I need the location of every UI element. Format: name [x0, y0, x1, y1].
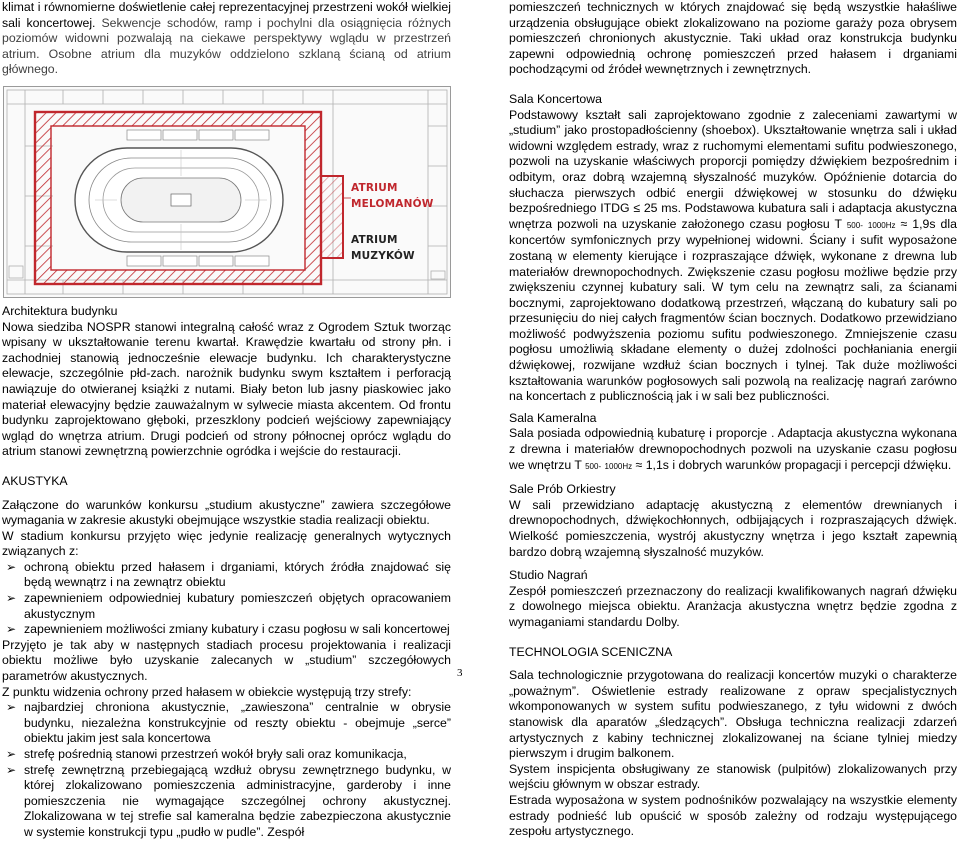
list-item-text: ochroną obiektu przed hałasem i drganiami, których źródła znajdować się będą wewnątrz i na zewnątrz obiektu: [24, 559, 451, 590]
bullet-icon: ➢: [6, 700, 17, 715]
list-item-text: najbardziej chroniona akustycznie, „zawieszona” centralnie w obrysie budynku, niezależna konstrukcyjnie od reszty obiektu - obejmuje „serce” obiektu jakim jest sala koncertowa: [24, 700, 451, 746]
atrium-muzycy-label: ATRIUM MUZYKÓW: [351, 233, 415, 262]
list-item: [2, 622, 451, 638]
list-item: [2, 560, 451, 591]
architecture-heading: Architektura budynku: [2, 303, 118, 318]
concert-hall-paragraph: [509, 108, 957, 405]
list-item: [2, 763, 451, 841]
page-number: 3: [457, 667, 463, 679]
stage-tech-paragraph: Sala technologicznie przygotowana do realizacji koncertów muzyki o charakterze „poważnym”. Oświetlenie estrady realizowane z opraw specjalistycznych wkomponowanych w system sufitu podwieszanego, z tyłu widowni z dwóch stanowisk dla aparatów „śledzących”. Obsługa technicznа realizacji zdarzeń artystycznych z kabiny technicznej zlokalizowanej na ściane tylniej miedzy pierwszym i drugim balkonem.: [509, 668, 957, 761]
bullet-icon: ➢: [6, 747, 17, 761]
list-item-text: zapewnieniem odpowiedniej kubatury pomieszczeń objętych opracowaniem akustycznym: [24, 591, 451, 621]
bullet-icon: ➢: [6, 622, 17, 637]
intro-paragraph: [2, 0, 451, 78]
bullet-icon: ➢: [6, 591, 17, 606]
bullet-icon: ➢: [6, 559, 17, 574]
left-column: [2, 0, 451, 841]
intro-atrium-text: Sekwencje schodów, ramp i pochylni dla osiągnięcia różnych poziomów widowni pozwalają na ciekawe perspektywy wglądu w przestrzeń atrium. Osobne atrium dla muzyków oddzielono szklaną ścianą od atrium głównego.: [2, 15, 452, 77]
stage-tech-paragraph: Estrada wyposażona w system podnośników pozwalający na wszystkie elementy estrady podnieść lub opuścić w sposób zależny od rodzaju występującego zespołu artystycznego.: [509, 792, 957, 839]
stage-tech-heading: TECHNOLOGIA SCENICZNA: [509, 644, 673, 659]
rehearsal-paragraph: W sali przewidziano adaptację akustyczną z elementów drewnianych i drewnopochodnych, dźwiękochłonnych, odbijających i rozpraszających dźwięk. Wielkość pomieszczenia, wystrój akustyczny wnętrza i jego kształt zapewnią bardzo dobrą wzajemną słyszalność muzyków.: [509, 497, 957, 559]
bullet-icon: ➢: [6, 762, 17, 777]
stage-tech-paragraph: System inspicjenta obsługiwany ze stanowisk (pulpitów) zlokalizowanych przy wejściu głównym w obszar estrady.: [509, 761, 957, 792]
guidelines-intro: W stadium konkursu przyjęto więc jedynie realizację generalnych wytycznych związanych z:: [2, 528, 451, 559]
acoustics-intro: Załączone do warunków konkursu „studium akustyczne” zawiera szczegółowe wymagania w zakresie akustyki obejmujące wszystkie stadia realizacji obiektu.: [2, 497, 451, 528]
acoustics-heading: AKUSTYKA: [2, 473, 68, 488]
concert-hall-subscript: 1000Hz: [867, 220, 896, 230]
list-item: [2, 747, 451, 763]
concert-hall-text: Podstawowy kształt sali zaprojektowano zgodnie z zaleceniami zawartymi w „studium” jako prostopadłościenny (shoebox). Ukształtowanie wnętrza sali i układ widowni względem estrady, wraz z ruchomymi elementami sufitu podwieszonego, pozwoli na uzyskanie właściwych proporcji pomiędzy dźwiękiem bezpośrednim i odbitym, oraz dobrą wzajemną słyszalność muzyków. Opóźnienie dotarcia do słuchacza pierwszych odbić energii dźwiękowej w stosunku do dźwięku bezpośredniego ITDG ≤ 25 ms. Podstawowa kubatura sali i adaptacja akustyczna wnętrza pozwoli na uzyskanie założonego czasu pogłosu T: [509, 107, 957, 231]
guidelines-list: [2, 560, 451, 638]
intro-text: klimat i równomierne doświetlenie całej reprezentacyjnej przestrzeni wokół wielkiej sali koncertowej.: [2, 0, 451, 30]
rehearsal-heading: Sale Prób Orkiestry: [509, 482, 616, 497]
list-item-text: zapewnieniem możliwości zmiany kubatury i czasu pogłosu w sali koncertowej: [24, 622, 450, 637]
chamber-hall-text-continued: ≈ 1,1s i dobrych warunków propagacji i percepcji dźwięku.: [635, 457, 952, 472]
list-item-text: strefę zewnętrzną przebiegającą wzdłuż obrysu zewnętrznego budynku, w której zlokalizowano pomieszczenia administracyjne, garderoby i inne pomieszczenia nie wymagające szczególnej ochrony akustycznej. Zlokalizowana w tej strefie sal kameralna będzie zabezpieczona akustycznie w systemie konstrukcji typu „pudło w pudle”. Zespół: [24, 762, 451, 839]
concert-hall-text-continued: ≈ 1,9s dla koncertów symfonicznych przy wypełnionej widowni. Ściany i sufit wyposażone zostaną w elementy kierujące i rozpraszające dźwięk, wykonane z drewna lub materiałów drewnopochodnych. Zwiększenie czasu pogłosu możliwe będzie przy zwiększeniu czynnej kubatury sali. W tym celu na zewnątrz sali, za ścianami bocznymi, zaprojektowano dodatkową przestrzeń, włączaną do kubatury sali po przesunięciu do niej całych fragmentów ścian bocznych. Dodatkowo przewidziano możliwość podwyższenia poziomu sufitu podwieszonego. Zmniejszenie czasu pogłosu umożliwią składane elementy o dużej zdolności pochłaniania energii dźwiękowej, rozwijane wzdłuż ścian bocznych i tylnej. Tak duże możliwości kształtowania warunków pogłosowych sali pozwolą na realizację nagrań zarówno na koncertach z publicznością jak i w sali bez publiczności.: [509, 216, 957, 404]
studio-heading: Studio Nagrań: [509, 568, 588, 583]
design-paragraph: Przyjęto je tak aby w następnych stadiach procesu projektowania i realizacji obiektu możliwe było uzyskanie zalecanych w „studium” szczegółowych parametrów akustycznych.: [2, 637, 451, 684]
list-item: [2, 591, 451, 622]
list-item: [2, 700, 451, 747]
studio-paragraph: Zespół pomieszczeń przeznaczony do realizacji kwalifikowanych nagrań dźwięku z dowolnego miejsca obiektu. Aranżacja akustyczna wnętrz będzie zgodna z wymaganiami standardu Dolby.: [509, 583, 957, 629]
architecture-paragraph: Nowa siedziba NOSPR stanowi integralną całość wraz z Ogrodem Sztuk tworząc wpisany w ukształtowanie terenu kwartał. Krawędzie kwartału od strony płn. i zachodniej stanowią jednocześnie elewacje budynku. Ich charakterystyczne elewacje, szczególnie płd-zach. narożnik budynku swym kształtem i perforacją nawiązuje do otwieranej książki z nutami. Biały beton lub jasny piaskowiec jako materiał elewacyjny będzie zauważalnym w sylwecie miasta akcentem. Od frontu budynku zaprojektowano głęboki, przeszklony podcień wejściowy zapewniający wgląd do wnętrza atrium. Drugi podcień od strony północnej oprócz wglądu do atrium stanowi zewnętrzną powierzchnie ogródka i wejście do restauracji.: [2, 319, 451, 459]
chamber-hall-paragraph: [509, 426, 957, 474]
atrium-melomani-label: ATRIUM MELOMANÓW: [351, 181, 434, 210]
chamber-hall-heading: Sala Kameralna: [509, 410, 597, 425]
continuation-paragraph: pomieszczeń technicznych w których znajdować się będą wszystkie hałaśliwe urządzenia obsługujące obiekt zlokalizowano na poziome garaży poza obrysem pomieszczeń chronionych akustycznie. Taki układ oraz konstrukcja budynku zapewni odpowiednią ochronę pomieszczeń przed hałasem i drganiami pochodzącymi od źródeł wewnętrznych i zewnętrznych.: [509, 0, 957, 77]
concert-hall-subscript: 500-: [846, 220, 863, 230]
zones-list: [2, 700, 451, 840]
chamber-hall-text: Sala posiada odpowiednią kubaturę i proporcje . Adaptacja akustyczna wykonana z drewna i materiałów drewnopochodnych pozwoli na uzyskanie czasu pogłosu we wnętrzu T: [509, 426, 957, 472]
chamber-hall-subscript: 1000Hz: [604, 461, 633, 471]
zones-intro: Z punktu widzenia ochrony przed hałasem w obiekcie występują trzy strefy:: [2, 684, 412, 699]
right-column: [509, 0, 957, 840]
floor-plan: [3, 86, 451, 298]
concert-hall-heading: Sala Koncertowa: [509, 91, 602, 106]
list-item-text: strefę pośrednią stanowi przestrzeń wokół bryły sali oraz komunikacja,: [24, 747, 407, 761]
chamber-hall-subscript: 500-: [585, 461, 602, 471]
